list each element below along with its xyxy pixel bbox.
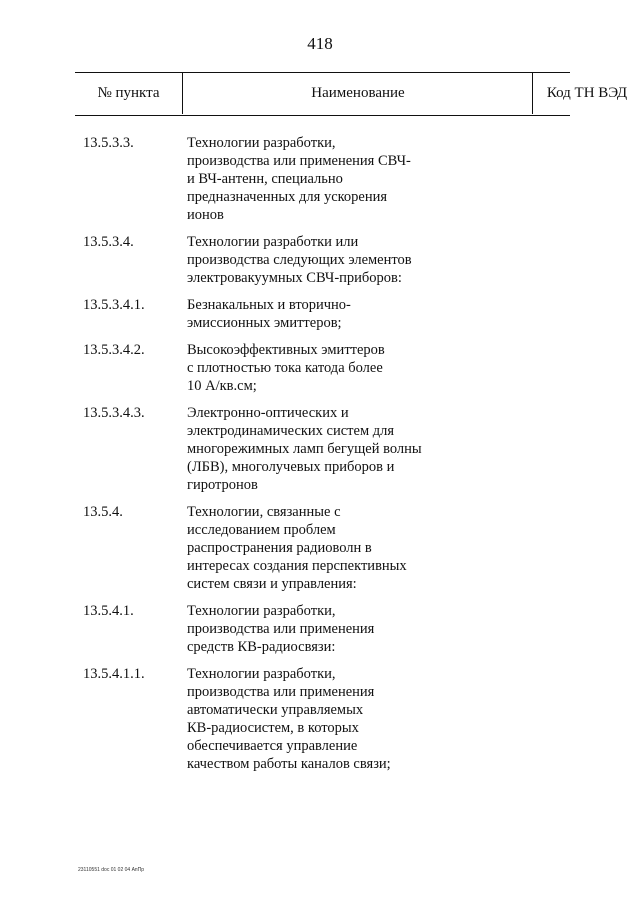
row-text: Технологии, связанные с исследованием проблем распространения радиоволн в интересах создания перспективных систем связи и управления: [187, 504, 407, 592]
row-text: Электронно-оптических и электродинамических систем для многорежимных ламп бегущей волны (ЛБВ), многолучевых приборов и гиротронов [187, 405, 422, 493]
row-text: Технологии разработки, производства или применения средств КВ-радиосвязи: [187, 603, 375, 655]
table-row [83, 665, 563, 773]
row-text: Высокоэффективных эмиттеров с плотностью тока катода более 10 А/кв.см; [187, 342, 385, 394]
table-row [83, 341, 563, 395]
footer-doc-id: 23110551 doc 01 02 04 АпПр [78, 867, 144, 873]
header-item-number: № пункта [97, 85, 160, 101]
row-number: 13.5.3.3. [83, 135, 134, 151]
row-number: 13.5.3.4.1. [83, 297, 145, 313]
table-row [83, 296, 563, 332]
table-row [83, 404, 563, 494]
row-number: 13.5.3.4.2. [83, 342, 145, 358]
row-number: 13.5.3.4.3. [83, 405, 145, 421]
table-row [83, 503, 563, 593]
row-number: 13.5.4. [83, 504, 123, 520]
row-number: 13.5.4.1. [83, 603, 134, 619]
row-text: Технологии разработки, производства или применения автоматически управляемых КВ-радиосистем, в которых обеспечивается управление качеством работы каналов связи; [187, 666, 391, 772]
page-number: 418 [307, 34, 333, 53]
header-code: Код ТН ВЭД [532, 73, 640, 114]
row-text: Технологии разработки или производства следующих элементов электровакуумных СВЧ-приборов: [187, 234, 412, 286]
table-row [83, 233, 563, 287]
table-row [83, 134, 563, 224]
table-body [83, 134, 563, 782]
table-row [83, 602, 563, 656]
table-header [75, 72, 628, 116]
header-name: Наименование [182, 73, 533, 114]
row-text: Безнакальных и вторично- эмиссионных эмиттеров; [187, 297, 351, 331]
row-text: Технологии разработки, производства или применения СВЧ- и ВЧ-антенн, специально предназначенных для ускорения ионов [187, 135, 411, 223]
row-number: 13.5.3.4. [83, 234, 134, 250]
row-number: 13.5.4.1.1. [83, 666, 145, 682]
